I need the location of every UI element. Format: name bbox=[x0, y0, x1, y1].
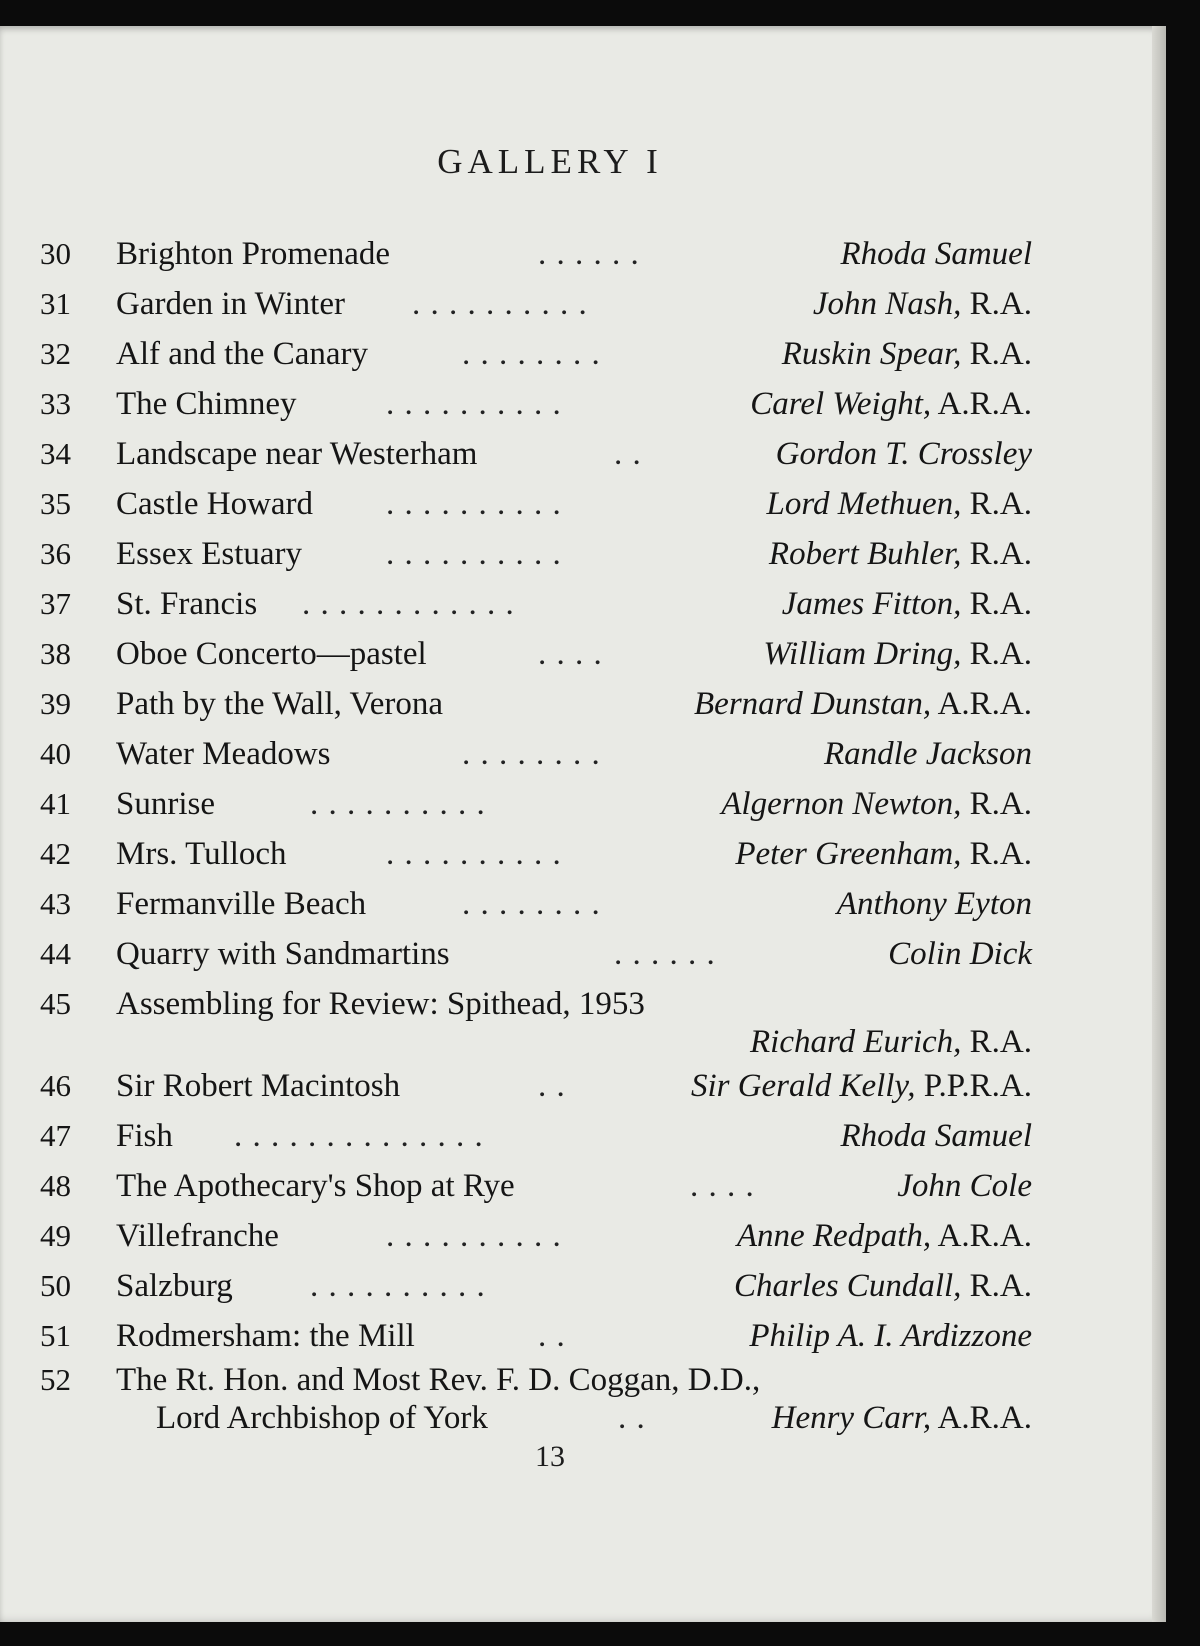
entry-number: 31 bbox=[40, 286, 71, 321]
entry-number: 35 bbox=[40, 486, 71, 521]
entry-number: 37 bbox=[40, 586, 71, 621]
artist-name: Algernon Newton, bbox=[721, 786, 962, 822]
leader-dots: . . . . bbox=[690, 1168, 755, 1204]
catalogue-page bbox=[0, 26, 1166, 1622]
list-item bbox=[0, 684, 1166, 724]
entry-title: Essex Estuary bbox=[116, 536, 303, 572]
entry-number: 45 bbox=[40, 986, 71, 1021]
entry-artist bbox=[897, 1166, 1032, 1206]
artist-honour: R.A. bbox=[969, 336, 1032, 372]
entry-number: 32 bbox=[40, 336, 71, 371]
entry-artist bbox=[749, 1316, 1032, 1356]
artist-name: Philip A. I. Ardizzone bbox=[749, 1318, 1032, 1354]
entry-number: 49 bbox=[40, 1218, 71, 1253]
list-item bbox=[0, 734, 1166, 774]
artist-honour: R.A. bbox=[969, 536, 1032, 572]
artist-honour: R.A. bbox=[969, 636, 1032, 672]
entry-title: Landscape near Westerham bbox=[116, 436, 478, 472]
gallery-heading: GALLERY I bbox=[437, 142, 663, 181]
artist-name: Bernard Dunstan, bbox=[694, 686, 932, 722]
entry-number: 52 bbox=[40, 1362, 71, 1397]
entry-number: 51 bbox=[40, 1318, 71, 1353]
leader-dots: . . . . bbox=[538, 636, 603, 672]
artist-name: Colin Dick bbox=[888, 936, 1032, 972]
artist-name: John Cole bbox=[897, 1168, 1032, 1204]
entry-title: Brighton Promenade bbox=[116, 236, 391, 272]
entry-number: 41 bbox=[40, 786, 71, 821]
entry-number: 40 bbox=[40, 736, 71, 771]
entry-artist bbox=[766, 484, 1032, 524]
leader-dots: . . . . . . bbox=[538, 236, 640, 272]
list-item bbox=[0, 584, 1166, 624]
artist-honour: A.R.A. bbox=[937, 1218, 1032, 1254]
entry-artist bbox=[735, 834, 1032, 874]
entry-artist bbox=[737, 1216, 1032, 1256]
artist-honour: R.A. bbox=[969, 1024, 1032, 1060]
entry-artist bbox=[813, 284, 1032, 324]
page-number: 13 bbox=[535, 1440, 565, 1473]
entry-title: St. Francis bbox=[116, 586, 258, 622]
entry-title: Oboe Concerto—pastel bbox=[116, 636, 427, 672]
list-item bbox=[0, 1066, 1166, 1106]
artist-name: John Nash, bbox=[812, 286, 962, 322]
entry-artist bbox=[750, 384, 1032, 424]
list-item bbox=[0, 1166, 1166, 1206]
entry-number: 44 bbox=[40, 936, 71, 971]
list-item-continuation bbox=[0, 1022, 1166, 1062]
entry-artist bbox=[772, 1398, 1032, 1438]
list-item bbox=[0, 284, 1166, 324]
entry-artist bbox=[750, 1022, 1032, 1062]
entry-number: 38 bbox=[40, 636, 71, 671]
list-item bbox=[0, 1216, 1166, 1256]
entry-title: Salzburg bbox=[116, 1268, 233, 1304]
list-item bbox=[0, 234, 1166, 274]
entry-title: Path by the Wall, Verona bbox=[116, 686, 443, 722]
artist-name: William Dring, bbox=[763, 636, 962, 672]
entry-number: 36 bbox=[40, 536, 71, 571]
entry-artist bbox=[888, 934, 1032, 974]
list-item-continuation bbox=[0, 1398, 1166, 1438]
list-item bbox=[0, 534, 1166, 574]
list-item bbox=[0, 334, 1166, 374]
artist-honour: R.A. bbox=[969, 836, 1032, 872]
list-item bbox=[0, 1266, 1166, 1306]
entry-number: 47 bbox=[40, 1118, 71, 1153]
entry-artist bbox=[691, 1066, 1032, 1106]
entry-title: Villefranche bbox=[116, 1218, 279, 1254]
entry-title: Rodmersham: the Mill bbox=[116, 1318, 415, 1354]
artist-name: Henry Carr, bbox=[771, 1400, 932, 1436]
entry-artist bbox=[782, 334, 1032, 374]
leader-dots: . . bbox=[618, 1400, 646, 1436]
entry-title: Sunrise bbox=[116, 786, 215, 822]
entry-title: Quarry with Sandmartins bbox=[116, 936, 450, 972]
entry-title: Water Meadows bbox=[116, 736, 331, 772]
entry-title: Fermanville Beach bbox=[116, 886, 367, 922]
entry-title-line2: Lord Archbishop of York bbox=[156, 1400, 488, 1436]
entry-artist bbox=[769, 534, 1032, 574]
leader-dots: . . . . . . . . . . bbox=[310, 1268, 486, 1304]
list-item bbox=[0, 984, 1166, 1024]
list-item bbox=[0, 484, 1166, 524]
entry-artist bbox=[782, 584, 1032, 624]
entry-title: Sir Robert Macintosh bbox=[116, 1068, 401, 1104]
artist-name: Peter Greenham, bbox=[735, 836, 962, 872]
leader-dots: . . . . . . . . . . bbox=[386, 536, 562, 572]
leader-dots: . . . . . . . . . . bbox=[412, 286, 588, 322]
leader-dots: . . bbox=[538, 1068, 566, 1104]
entry-artist bbox=[763, 634, 1032, 674]
list-item bbox=[0, 1360, 1166, 1400]
artist-name: Carel Weight, bbox=[750, 386, 932, 422]
leader-dots: . . bbox=[538, 1318, 566, 1354]
artist-name: Anthony Eyton bbox=[836, 886, 1032, 922]
artist-honour: R.A. bbox=[969, 1268, 1032, 1304]
artist-name: Ruskin Spear, bbox=[781, 336, 962, 372]
artist-honour: A.R.A. bbox=[937, 386, 1032, 422]
artist-name: Rhoda Samuel bbox=[840, 236, 1032, 272]
leader-dots: . . . . . . . . . . bbox=[386, 1218, 562, 1254]
artist-name: Gordon T. Crossley bbox=[775, 436, 1032, 472]
list-item bbox=[0, 884, 1166, 924]
entry-list bbox=[0, 26, 1166, 1476]
artist-honour: P.P.R.A. bbox=[923, 1068, 1032, 1104]
entry-number: 48 bbox=[40, 1168, 71, 1203]
list-item bbox=[0, 384, 1166, 424]
artist-name: Sir Gerald Kelly, bbox=[690, 1068, 916, 1104]
list-item bbox=[0, 934, 1166, 974]
artist-name: James Fitton, bbox=[781, 586, 962, 622]
entry-artist bbox=[840, 1116, 1032, 1156]
entry-artist bbox=[837, 884, 1032, 924]
artist-name: Randle Jackson bbox=[823, 736, 1032, 772]
entry-artist bbox=[734, 1266, 1032, 1306]
entry-artist bbox=[824, 734, 1032, 774]
artist-honour: R.A. bbox=[969, 486, 1032, 522]
leader-dots: . . . . . . bbox=[614, 936, 716, 972]
entry-title: The Apothecary's Shop at Rye bbox=[116, 1168, 515, 1204]
entry-title: The Chimney bbox=[116, 386, 297, 422]
entry-title: The Rt. Hon. and Most Rev. F. D. Coggan, D.D., bbox=[116, 1362, 761, 1398]
list-item bbox=[0, 1116, 1166, 1156]
list-item bbox=[0, 434, 1166, 474]
entry-number: 30 bbox=[40, 236, 71, 271]
entry-artist bbox=[721, 784, 1032, 824]
artist-name: Richard Eurich, bbox=[750, 1024, 962, 1060]
list-item bbox=[0, 784, 1166, 824]
artist-honour: R.A. bbox=[969, 586, 1032, 622]
leader-dots: . . . . . . . . bbox=[462, 736, 601, 772]
artist-name: Robert Buhler, bbox=[768, 536, 962, 572]
entry-title: Mrs. Tulloch bbox=[116, 836, 287, 872]
entry-title: Fish bbox=[116, 1118, 173, 1154]
artist-name: Rhoda Samuel bbox=[840, 1118, 1032, 1154]
entry-title: Castle Howard bbox=[116, 486, 314, 522]
entry-title: Assembling for Review: Spithead, 1953 bbox=[116, 986, 645, 1022]
entry-number: 46 bbox=[40, 1068, 71, 1103]
entry-number: 34 bbox=[40, 436, 71, 471]
leader-dots: . . . . . . . . . . . . . . bbox=[234, 1118, 484, 1154]
entry-title: Alf and the Canary bbox=[116, 336, 368, 372]
list-item bbox=[0, 834, 1166, 874]
leader-dots: . . . . . . . . bbox=[462, 336, 601, 372]
leader-dots: . . . . . . . . . . bbox=[386, 386, 562, 422]
artist-honour: R.A. bbox=[969, 286, 1032, 322]
artist-honour: A.R.A. bbox=[937, 686, 1032, 722]
entry-number: 39 bbox=[40, 686, 71, 721]
leader-dots: . . . . . . . . bbox=[462, 886, 601, 922]
entry-number: 33 bbox=[40, 386, 71, 421]
leader-dots: . . bbox=[614, 436, 642, 472]
artist-name: Charles Cundall, bbox=[734, 1268, 962, 1304]
artist-name: Anne Redpath, bbox=[736, 1218, 932, 1254]
entry-number: 50 bbox=[40, 1268, 71, 1303]
artist-honour: R.A. bbox=[969, 786, 1032, 822]
entry-number: 42 bbox=[40, 836, 71, 871]
list-item bbox=[0, 1316, 1166, 1356]
leader-dots: . . . . . . . . . . . . bbox=[302, 586, 515, 622]
leader-dots: . . . . . . . . . . bbox=[310, 786, 486, 822]
entry-artist bbox=[776, 434, 1032, 474]
artist-honour: A.R.A. bbox=[937, 1400, 1032, 1436]
entry-artist bbox=[694, 684, 1032, 724]
entry-number: 43 bbox=[40, 886, 71, 921]
artist-name: Lord Methuen, bbox=[766, 486, 962, 522]
leader-dots: . . . . . . . . . . bbox=[386, 486, 562, 522]
leader-dots: . . . . . . . . . . bbox=[386, 836, 562, 872]
entry-title: Garden in Winter bbox=[116, 286, 345, 322]
list-item bbox=[0, 634, 1166, 674]
entry-artist bbox=[840, 234, 1032, 274]
